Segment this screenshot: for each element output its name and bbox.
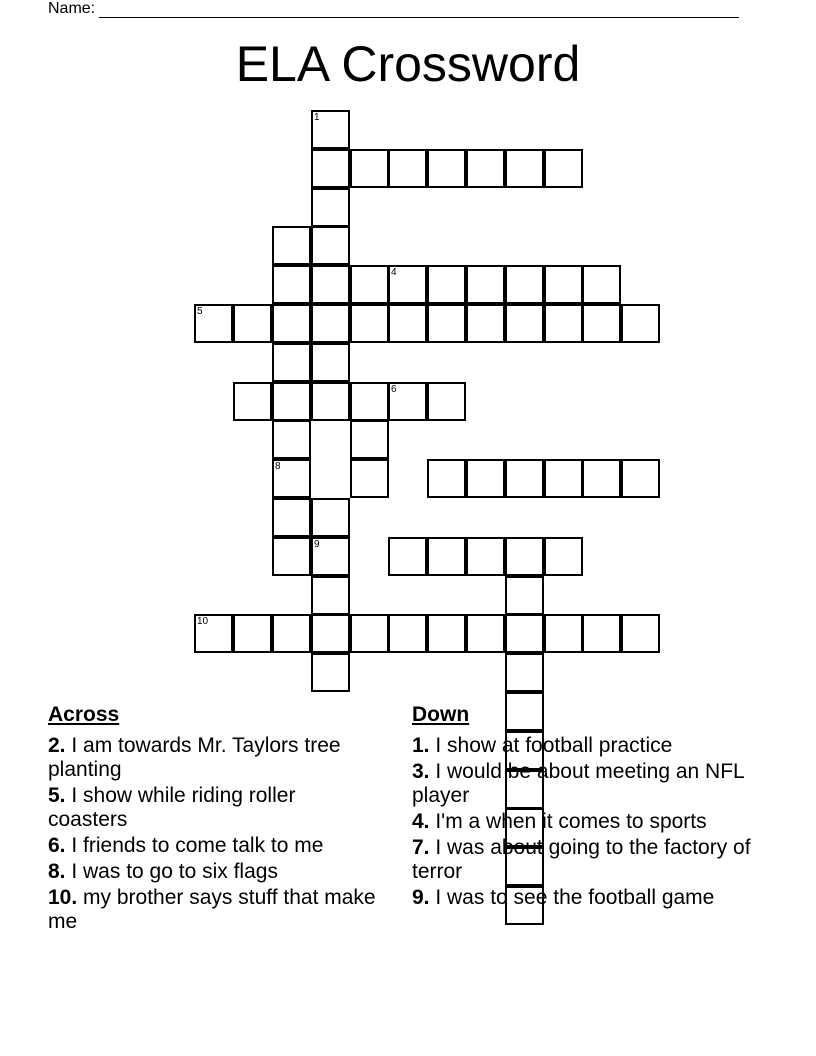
grid-cell[interactable] <box>311 226 350 265</box>
grid-cell[interactable] <box>311 537 350 576</box>
grid-cell[interactable] <box>272 304 311 343</box>
grid-cell[interactable] <box>311 382 350 421</box>
clue-number: 3. <box>412 760 430 783</box>
grid-cell[interactable] <box>621 614 660 653</box>
grid-cell[interactable] <box>350 420 389 459</box>
grid-cell[interactable] <box>505 459 544 498</box>
grid-cell[interactable] <box>350 382 389 421</box>
grid-cell[interactable] <box>544 537 583 576</box>
grid-cell[interactable] <box>272 420 311 459</box>
grid-cell[interactable] <box>505 614 544 653</box>
grid-cell[interactable] <box>621 459 660 498</box>
grid-cell[interactable] <box>388 537 427 576</box>
grid-cell[interactable] <box>505 576 544 615</box>
grid-cell[interactable] <box>505 304 544 343</box>
clue-number: 4. <box>412 810 430 833</box>
grid-cell[interactable] <box>427 149 466 188</box>
across-clue <box>48 834 378 858</box>
down-clue <box>412 886 757 910</box>
across-clue <box>48 886 378 934</box>
grid-cell[interactable] <box>427 304 466 343</box>
clue-text: I show at football practice <box>429 734 673 757</box>
down-clue <box>412 760 757 808</box>
grid-cell[interactable] <box>544 614 583 653</box>
clue-text: I am towards Mr. Taylors tree planting <box>48 734 341 781</box>
grid-cell[interactable] <box>388 614 427 653</box>
grid-cell[interactable] <box>544 265 583 304</box>
grid-cell[interactable] <box>272 459 311 498</box>
cell-number: 6 <box>391 384 397 395</box>
grid-cell[interactable] <box>272 498 311 537</box>
clue-number: 6. <box>48 834 66 857</box>
clue-number: 7. <box>412 836 430 859</box>
grid-cell[interactable] <box>505 149 544 188</box>
grid-cell[interactable] <box>621 304 660 343</box>
cell-number: 9 <box>314 539 320 550</box>
clue-number: 1. <box>412 734 430 757</box>
clue-number: 8. <box>48 860 66 883</box>
grid-cell[interactable] <box>544 459 583 498</box>
across-heading: Across <box>48 703 120 726</box>
grid-cell[interactable] <box>311 498 350 537</box>
grid-cell[interactable] <box>311 653 350 692</box>
clue-text: my brother says stuff that make me <box>48 886 376 933</box>
grid-cell[interactable] <box>427 265 466 304</box>
grid-cell[interactable] <box>311 110 350 149</box>
down-clue <box>412 734 757 758</box>
clue-text: I friends to come talk to me <box>65 834 324 857</box>
grid-cell[interactable] <box>272 382 311 421</box>
grid-cell[interactable] <box>311 614 350 653</box>
grid-cell[interactable] <box>427 382 466 421</box>
grid-cell[interactable] <box>311 343 350 382</box>
grid-cell[interactable] <box>272 226 311 265</box>
grid-cell[interactable] <box>466 537 505 576</box>
down-clue-list <box>412 734 757 910</box>
grid-cell[interactable] <box>427 614 466 653</box>
down-clue <box>412 810 757 834</box>
grid-cell[interactable] <box>505 537 544 576</box>
grid-cell[interactable] <box>388 304 427 343</box>
grid-cell[interactable] <box>272 537 311 576</box>
grid-cell[interactable] <box>350 459 389 498</box>
grid-cell[interactable] <box>311 265 350 304</box>
grid-cell[interactable] <box>505 653 544 692</box>
cell-number: 1 <box>314 112 320 123</box>
cell-number: 5 <box>197 306 203 317</box>
down-heading: Down <box>412 703 470 726</box>
clue-number: 9. <box>412 886 430 909</box>
clue-text: I was about going to the factory of terror <box>412 836 751 883</box>
grid-cell[interactable] <box>582 614 621 653</box>
grid-cell[interactable] <box>505 265 544 304</box>
grid-cell[interactable] <box>350 304 389 343</box>
grid-cell[interactable] <box>582 265 621 304</box>
grid-cell[interactable] <box>311 304 350 343</box>
grid-cell[interactable] <box>544 304 583 343</box>
clue-number: 2. <box>48 734 66 757</box>
grid-cell[interactable] <box>544 149 583 188</box>
across-clue-list <box>48 734 378 934</box>
down-clue <box>412 836 757 884</box>
grid-cell[interactable] <box>388 382 427 421</box>
grid-cell[interactable] <box>272 265 311 304</box>
grid-cell[interactable] <box>350 614 389 653</box>
cell-number: 4 <box>391 267 397 278</box>
across-clue <box>48 860 378 884</box>
across-clue <box>48 784 378 832</box>
grid-cell[interactable] <box>582 304 621 343</box>
cell-number: 10 <box>197 616 209 627</box>
across-clue <box>48 734 378 782</box>
grid-cell[interactable] <box>427 537 466 576</box>
grid-cell[interactable] <box>388 149 427 188</box>
grid-cell[interactable] <box>272 343 311 382</box>
grid-cell[interactable] <box>388 265 427 304</box>
grid-cell[interactable] <box>194 614 233 653</box>
across-clues <box>48 702 378 936</box>
cell-number: 8 <box>275 461 281 472</box>
grid-cell[interactable] <box>311 188 350 227</box>
down-clues <box>412 702 757 912</box>
name-label: Name: <box>48 0 96 17</box>
grid-cell[interactable] <box>194 304 233 343</box>
grid-cell[interactable] <box>233 304 272 343</box>
clue-text: I was to see the football game <box>429 886 715 909</box>
grid-cell[interactable] <box>466 265 505 304</box>
clue-text: I was to go to six flags <box>65 860 278 883</box>
grid-cell[interactable] <box>272 614 311 653</box>
grid-cell[interactable] <box>350 265 389 304</box>
grid-cell[interactable] <box>427 459 466 498</box>
page-title: ELA Crossword <box>235 36 581 92</box>
clue-text: I show while riding roller coasters <box>48 784 296 831</box>
clue-text: I'm a when it comes to sports <box>429 810 707 833</box>
clue-number: 10. <box>48 886 78 909</box>
grid-cell[interactable] <box>466 614 505 653</box>
grid-cell[interactable] <box>311 576 350 615</box>
grid-cell[interactable] <box>466 149 505 188</box>
grid-cell[interactable] <box>233 614 272 653</box>
grid-cell[interactable] <box>233 382 272 421</box>
clue-number: 5. <box>48 784 66 807</box>
grid-cell[interactable] <box>466 459 505 498</box>
grid-cell[interactable] <box>582 459 621 498</box>
grid-cell[interactable] <box>311 149 350 188</box>
grid-cell[interactable] <box>350 149 389 188</box>
clue-text: I would be about meeting an NFL player <box>412 760 744 807</box>
grid-cell[interactable] <box>466 304 505 343</box>
